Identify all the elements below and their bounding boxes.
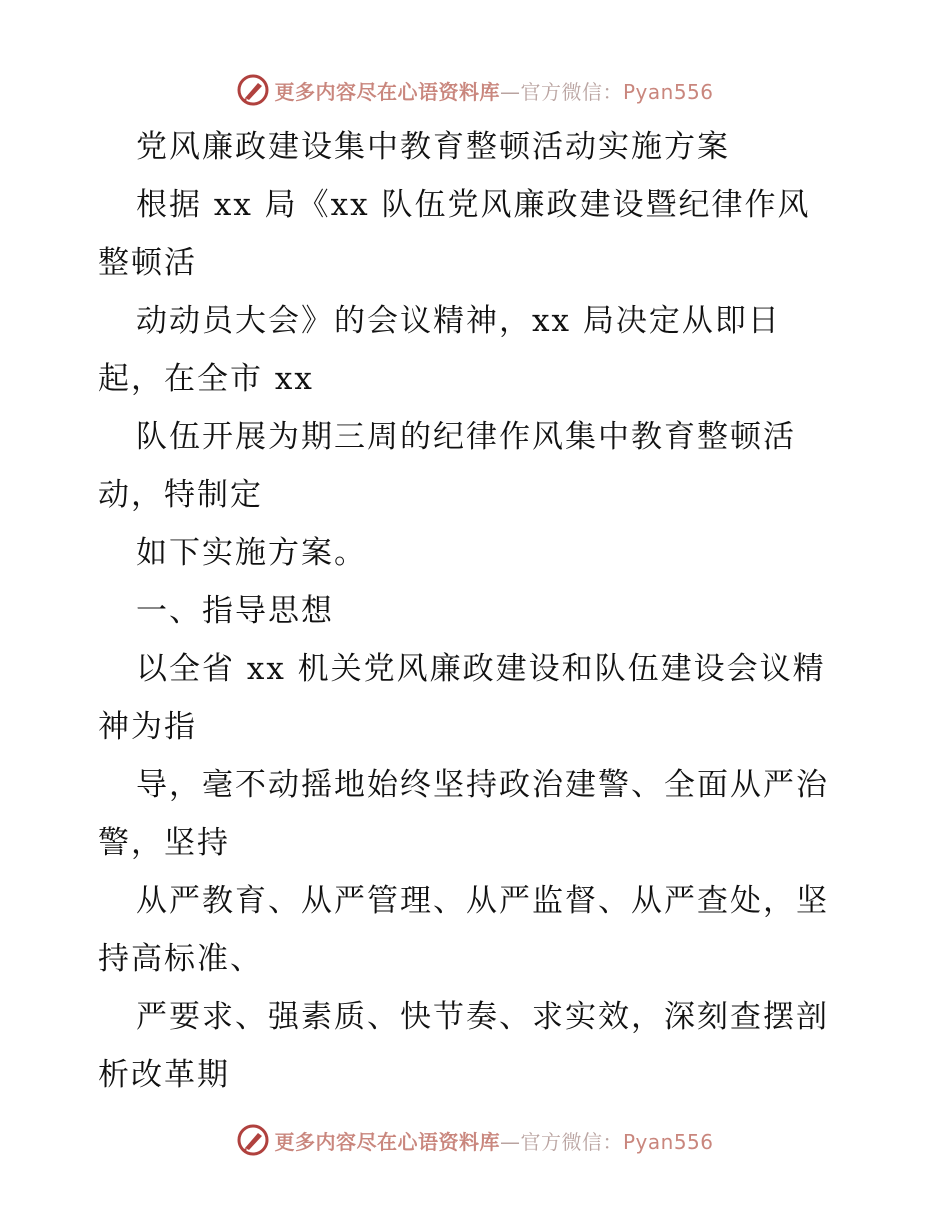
section-heading: 一、指导思想 — [136, 593, 334, 629]
watermark-banner-bottom — [0, 1120, 950, 1160]
paragraph-line: 警，坚持 — [98, 825, 230, 861]
document-body — [0, 118, 950, 1104]
paragraph-line: 根据 xx 局《xx 队伍党风廉政建设暨纪律作风 — [136, 187, 811, 223]
watermark-wechat-id: Pyan556 — [622, 1129, 714, 1154]
paragraph-line: 神为指 — [98, 709, 197, 745]
paragraph-line: 析改革期 — [98, 1057, 230, 1093]
pen-logo-icon — [236, 1123, 270, 1157]
paragraph-line: 整顿活 — [98, 245, 197, 281]
watermark-main-text: 更多内容尽在心语资料库 — [274, 79, 500, 104]
watermark-dash: — — [499, 79, 521, 104]
watermark-text — [274, 1126, 713, 1155]
paragraph-line: 起，在全市 xx — [98, 361, 314, 397]
watermark-dash: — — [499, 1129, 521, 1154]
paragraph-line: 动动员大会》的会议精神，xx 局决定从即日 — [136, 303, 781, 339]
paragraph-line: 以全省 xx 机关党风廉政建设和队伍建设会议精 — [136, 651, 826, 687]
paragraph-line: 队伍开展为期三周的纪律作风集中教育整顿活 — [136, 419, 796, 455]
watermark-text — [274, 76, 713, 105]
pen-logo-icon — [236, 73, 270, 107]
watermark-main-text: 更多内容尽在心语资料库 — [274, 1129, 500, 1154]
paragraph-line: 动，特制定 — [98, 477, 263, 513]
document-title: 党风廉政建设集中教育整顿活动实施方案 — [136, 129, 730, 165]
paragraph-line: 持高标准、 — [98, 941, 263, 977]
paragraph-line: 从严教育、从严管理、从严监督、从严查处，坚 — [136, 883, 829, 919]
watermark-banner-top — [0, 70, 950, 110]
paragraph-line: 如下实施方案。 — [136, 535, 367, 571]
watermark-wechat-label: 官方微信： — [520, 79, 623, 104]
watermark-wechat-label: 官方微信： — [520, 1129, 623, 1154]
paragraph-line: 严要求、强素质、快节奏、求实效，深刻查摆剖 — [136, 999, 829, 1035]
paragraph-line: 导，毫不动摇地始终坚持政治建警、全面从严治 — [136, 767, 829, 803]
watermark-wechat-id: Pyan556 — [622, 79, 714, 104]
